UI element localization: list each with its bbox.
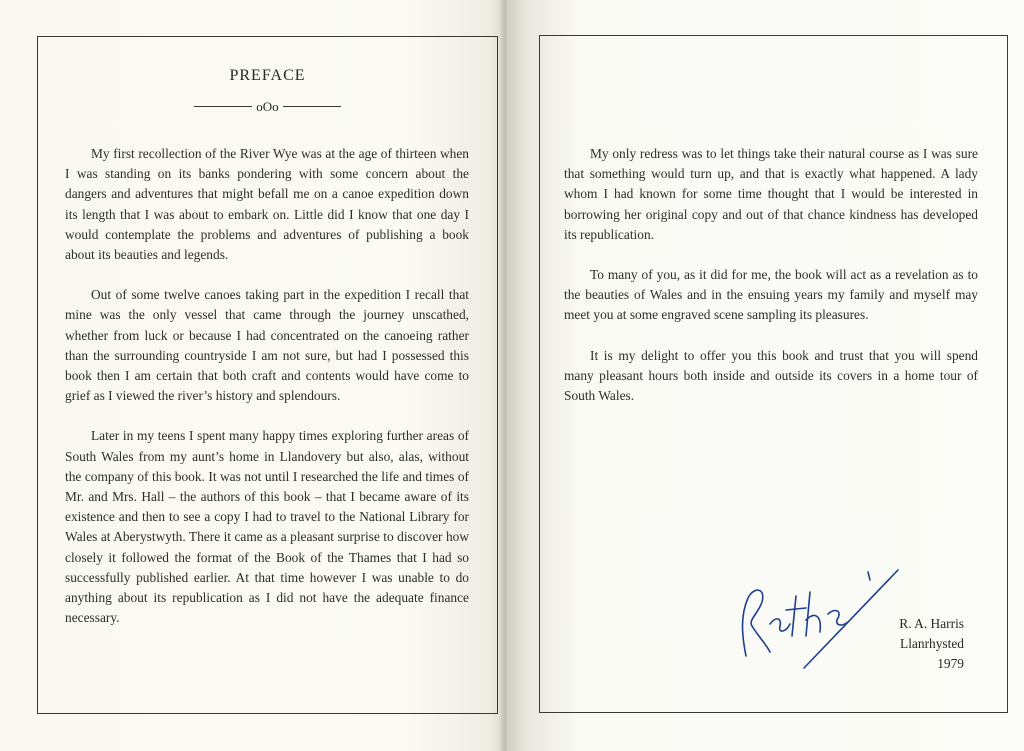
paragraph: Out of some twelve canoes taking part in the expedition I recall that mine was the only vessel that came through the journey unscathed, whether from luck or because I had concentrated on the canoeing rather than the surrounding countryside I am not sure, but had I possessed this book then I am certain that both craft and contents would have come to grief as I viewed the river’s history and splendours.: [65, 287, 469, 404]
right-page-frame: [539, 35, 1008, 713]
author-place: Llanrhysted: [900, 636, 964, 652]
right-page: [506, 0, 1024, 751]
left-body-text: [65, 144, 469, 648]
paragraph: To many of you, as it did for me, the book will act as a revelation as to the beauties of Wales and in the ensuing years my family and myself may meet you at some engraved scene sampling its pleasures.: [564, 267, 978, 323]
page-title: PREFACE: [229, 67, 306, 84]
paragraph: My only redress was to let things take their natural course as I was sure that something would turn up, and that is exactly what happened. A lady whom I had known for some time thought that I would be interested in borrowing her original copy and out of that chance kindness has developed its republication.: [564, 146, 978, 242]
author-name: R. A. Harris: [899, 616, 964, 631]
handwritten-signature: [730, 536, 920, 676]
date-year: 1979: [937, 656, 964, 672]
title-ornament: [38, 100, 497, 113]
paragraph: It is my delight to offer you this book and trust that you will spend many pleasant hours both inside and outside its covers in a home tour of South Wales.: [564, 347, 978, 404]
ornament-rule-right: [283, 106, 341, 107]
left-page: [0, 0, 506, 751]
ornament-dots: oOo: [256, 99, 279, 114]
ornament-rule-left: [194, 106, 252, 107]
signature-block: [899, 614, 964, 675]
left-page-frame: [37, 36, 498, 714]
paragraph: My first recollection of the River Wye was at the age of thirteen when I was standing on its banks pondering with some concern about the dangers and adventures that might befall me on a canoe expedition down its length that I was about to embark on. Little did I know that one day I would contemplate the problems and adventures of publishing a book about its beauties and legends.: [65, 146, 469, 263]
right-body-text: [564, 144, 978, 426]
paragraph: Later in my teens I spent many happy times exploring further areas of South Wales from my aunt’s home in Llandovery but also, alas, without the company of this book. It was not until I researched the life and times of Mr. and Mrs. Hall – the authors of this book – that I became aware of its existence and then to see a copy I had to travel to the National Library for Wales at Aberystwyth. There it came as a pleasant surprise to discover how closely it followed the format of the Book of the Thames that I had so successfully published earlier. At that time however I was unable to do anything about its republication as I did not have the adequate finance necessary.: [65, 428, 469, 626]
